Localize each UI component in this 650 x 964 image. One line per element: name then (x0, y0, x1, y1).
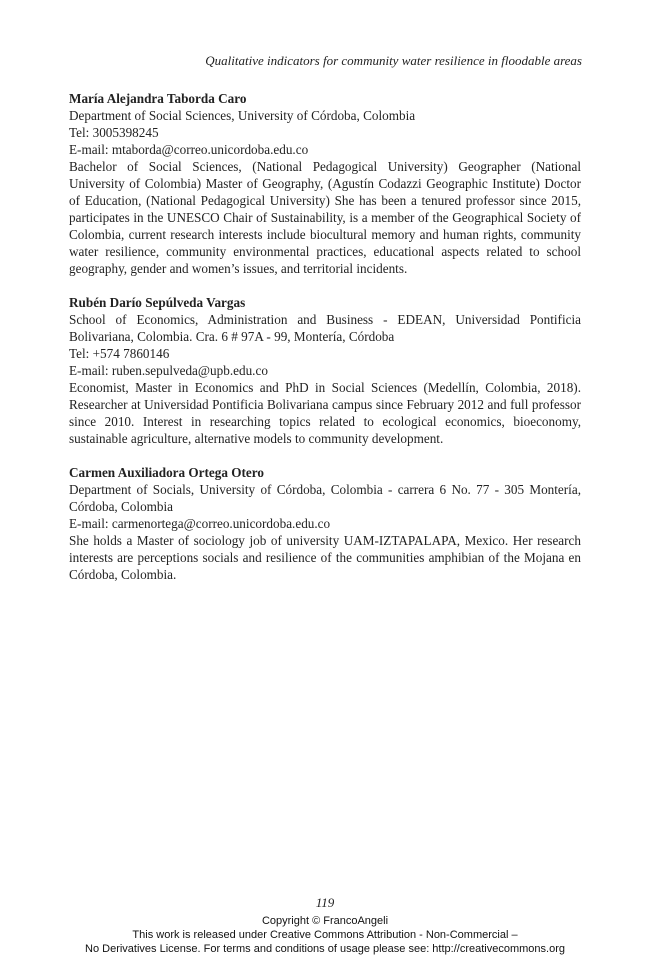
author-tel: Tel: 3005398245 (69, 125, 159, 140)
author-name: María Alejandra Taborda Caro (69, 91, 247, 106)
license-line: This work is released under Creative Commons Attribution - Non-Commercial – (132, 929, 518, 941)
author-affiliation: Department of Social Sciences, University of Córdoba, Colombia (69, 108, 416, 123)
author-bios (69, 90, 581, 600)
author-email: E-mail: mtaborda@correo.unicordoba.edu.co (69, 142, 309, 157)
page-number: 119 (315, 895, 335, 910)
copyright-line: Copyright © FrancoAngeli (261, 915, 389, 927)
author-affiliation: School of Economics, Administration and Business - EDEAN, Universidad Pontificia Bolivariana, Colombia. Cra. 6 # 97A - 99, Montería, Córdoba (69, 312, 581, 344)
license-line: No Derivatives License. For terms and conditions of usage please see: http://creativecommons.org (85, 943, 565, 955)
author-tel: Tel: +574 7860146 (69, 346, 170, 361)
author-bio: Economist, Master in Economics and PhD in Social Sciences (Medellín, Colombia, 2018). Researcher at Universidad Pontificia Bolivariana campus since February 2012 and full professor since 2010. Interest in researching topics related to ecological economics, bioeconomy, sustainable agriculture, alternative models to community development. (69, 380, 581, 446)
author-email: E-mail: ruben.sepulveda@upb.edu.co (69, 363, 268, 378)
author-entry (69, 90, 581, 277)
author-entry (69, 294, 581, 447)
author-bio: She holds a Master of sociology job of university UAM-IZTAPALAPA, Mexico. Her research interests are perceptions socials and resilience of the communities amphibian of the Mojana en Córdoba, Colombia. (69, 533, 581, 582)
author-name: Carmen Auxiliadora Ortega Otero (69, 465, 264, 480)
author-email: E-mail: carmenortega@correo.unicordoba.edu.co (69, 516, 331, 531)
author-affiliation: Department of Socials, University of Córdoba, Colombia - carrera 6 No. 77 - 305 Montería, Córdoba, Colombia (69, 482, 581, 514)
author-name: Rubén Darío Sepúlveda Vargas (69, 295, 246, 310)
running-title: Qualitative indicators for community water resilience in floodable areas (205, 53, 582, 68)
license-notice (0, 914, 650, 956)
author-entry (69, 464, 581, 583)
author-bio: Bachelor of Social Sciences, (National Pedagogical University) Geographer (National University of Colombia) Master of Geography, (Agustín Codazzi Geographic Institute) Doctor of Education, (National Pedagogical University) She has been a tenured professor since 2015, participates in the UNESCO Chair of Sustainability, is a member of the Geographical Society of Colombia, current research interests include biocultural memory and human rights, community water resilience, community environmental practices, educational aspects related to school geography, gender and women’s issues, and territorial incidents. (69, 159, 581, 276)
